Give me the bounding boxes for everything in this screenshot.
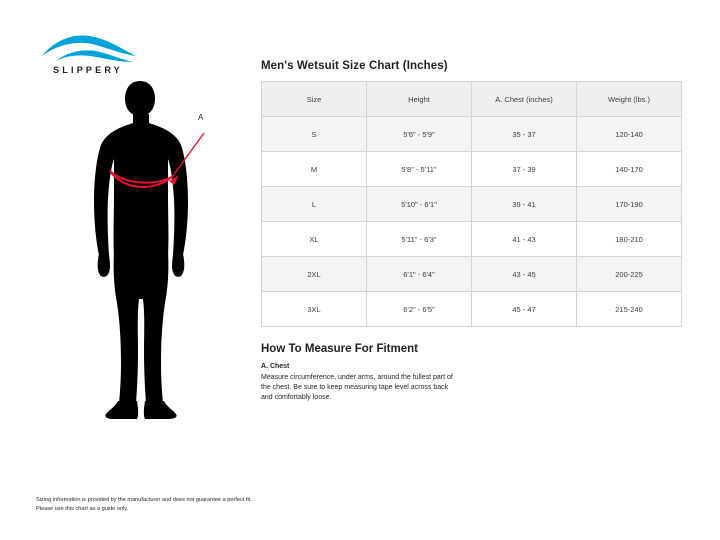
chest-measure-label: A xyxy=(198,113,204,122)
cell-weight: 200-225 xyxy=(577,257,682,292)
cell-chest: 39 - 41 xyxy=(472,187,577,222)
table-row xyxy=(262,222,682,257)
cell-height: 5'6" - 5'9" xyxy=(367,117,472,152)
disclaimer-line-2: Please use this chart as a guide only. xyxy=(36,505,129,512)
cell-weight: 170-190 xyxy=(577,187,682,222)
size-chart-table xyxy=(261,81,682,327)
brand-logo xyxy=(36,30,156,76)
cell-weight: 140-170 xyxy=(577,152,682,187)
cell-size: 3XL xyxy=(262,292,367,327)
cell-height: 5'10" - 6'1" xyxy=(367,187,472,222)
column-header-height: Height xyxy=(367,82,472,117)
cell-chest: 35 - 37 xyxy=(472,117,577,152)
how-to-measure-section xyxy=(261,343,561,403)
body-figure xyxy=(80,75,240,420)
how-to-measure-subtitle: A. Chest xyxy=(261,363,290,370)
column-header-weight: Weight (lbs.) xyxy=(577,82,682,117)
table-header-row xyxy=(262,82,682,117)
how-to-measure-body: Measure circumference, under arms, around the fullest part of the chest. Be sure to keep measuring tape level across back and comfortably loose. xyxy=(261,374,453,402)
column-header-size: Size xyxy=(262,82,367,117)
table-row xyxy=(262,117,682,152)
table-row xyxy=(262,187,682,222)
chart-title: Men's Wetsuit Size Chart (Inches) xyxy=(261,60,448,72)
wave-logo-icon xyxy=(36,30,140,64)
table-row xyxy=(262,292,682,327)
cell-height: 5'11" - 6'3" xyxy=(367,222,472,257)
cell-chest: 43 - 45 xyxy=(472,257,577,292)
cell-weight: 215-240 xyxy=(577,292,682,327)
disclaimer xyxy=(36,496,436,513)
cell-chest: 41 - 43 xyxy=(472,222,577,257)
male-body-silhouette xyxy=(80,75,240,420)
cell-size: S xyxy=(262,117,367,152)
table-row xyxy=(262,257,682,292)
cell-chest: 37 - 39 xyxy=(472,152,577,187)
cell-chest: 45 - 47 xyxy=(472,292,577,327)
cell-size: L xyxy=(262,187,367,222)
cell-height: 6'2" - 6'5" xyxy=(367,292,472,327)
cell-size: M xyxy=(262,152,367,187)
cell-size: XL xyxy=(262,222,367,257)
disclaimer-line-1: Sizing information is provided by the manufacturer and does not guarantee a perfect fit. xyxy=(36,497,252,504)
size-chart-section xyxy=(261,60,682,327)
cell-size: 2XL xyxy=(262,257,367,292)
cell-weight: 180-210 xyxy=(577,222,682,257)
cell-weight: 120-140 xyxy=(577,117,682,152)
column-header-chest: A. Chest (inches) xyxy=(472,82,577,117)
cell-height: 5'8" - 5'11" xyxy=(367,152,472,187)
table-row xyxy=(262,152,682,187)
cell-height: 6'1" - 6'4" xyxy=(367,257,472,292)
how-to-measure-title: How To Measure For Fitment xyxy=(261,343,418,355)
brand-wordmark: SLIPPERY xyxy=(53,65,123,75)
